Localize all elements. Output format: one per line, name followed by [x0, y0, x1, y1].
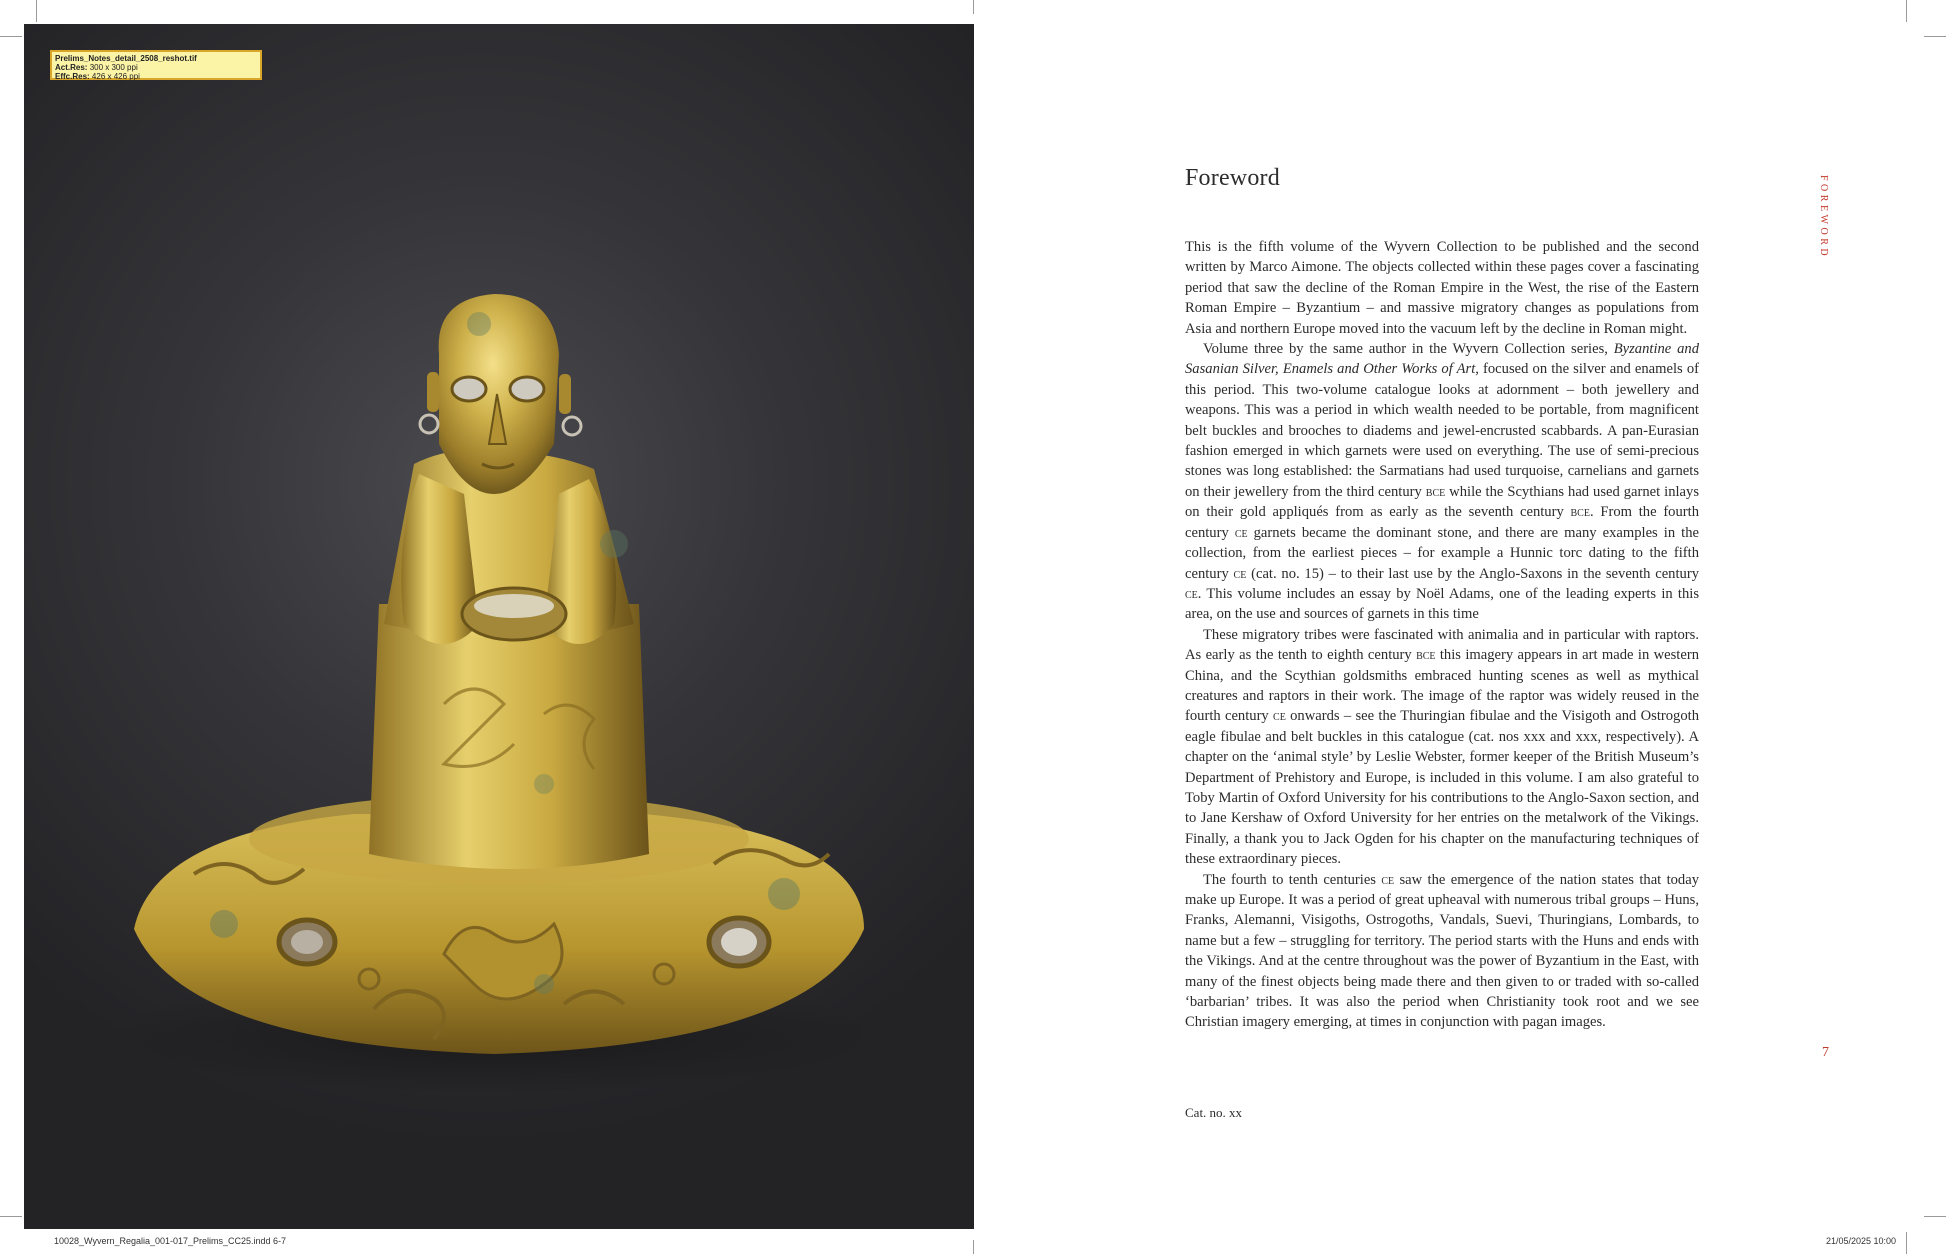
image-caption: Cat. no. xx [1185, 1105, 1243, 1120]
crop-mark [1906, 1232, 1907, 1254]
preflight-effc-res-value: 426 x 426 ppi [91, 72, 140, 81]
crop-mark [1906, 0, 1907, 22]
text-run: , focused on the silver and enamels of this period. This two-volume catalogue looks at adornment – both jewellery and weapons. This was a period in which wealth needed to be portable, from magnificent belt buckles and brooches to diadems and jewel-encrusted scabbards. A pan-Eurasian fashion emerged in which garnets were used on everything. The use of semi-precious stones was long established: the Sarmatians had used turquoise, carnelians and garnets on their jewellery from the third century [1185, 361, 1699, 500]
artifact-photo [24, 24, 974, 1229]
slug-timestamp: 21/05/2025 10:00 [1826, 1236, 1897, 1246]
crop-mark [0, 36, 22, 37]
body-paragraph [1185, 870, 1699, 1033]
crop-mark [973, 0, 974, 14]
text-run: while the Scythians had used garnet inlays on their gold appliqués from as early as the seventh century [1185, 483, 1699, 521]
preflight-act-res [55, 63, 257, 72]
text-run: . This volume includes an essay by Noël Adams, one of the leading experts in this area, on the use and sources of garnets in this time [1185, 585, 1699, 623]
preflight-effc-res-label: Effc.Res: [55, 72, 90, 81]
era-abbrev: bce [1570, 504, 1590, 521]
text-run: this imagery appears in art made in western China, and the Scythian goldsmiths embraced hunting scenes as well as mythical creatures and raptors in their work. The image of the raptor was widely reused in the fourth century [1185, 647, 1699, 725]
text-run: These migratory tribes were fascinated with animalia and in particular with raptors. As early as the tenth to eighth century [1185, 626, 1699, 664]
running-head: FOREWORD [1818, 175, 1829, 260]
text-run: onwards – see the Thuringian fibulae and the Visigoth and Ostrogoth eagle fibulae and belt buckles in this catalogue (cat. nos xxx and xxx, respectively). A chapter on the ‘animal style’ by Leslie Webster, former keeper of the British Museum’s Department of Prehistory and Europe, is included in this volume. I am also grateful to Toby Martin of Oxford University for his contributions to the Anglo-Saxon section, and to Jane Kershaw of Oxford University for her entries on the metalwork of the Vikings. Finally, a thank you to Jack Ogden for his chapter on the manufacturing techniques of these extraordinary pieces. [1185, 708, 1699, 868]
era-abbrev: bce [1416, 647, 1436, 664]
text-run: (cat. no. 15) – to their last use by the Anglo-Saxons in the seventh century [1246, 565, 1699, 582]
page-title: Foreword [1185, 165, 1280, 191]
text-run: saw the emergence of the nation states that today make up Europe. It was a period of great upheaval with numerous tribal groups – Huns, Franks, Alemanni, Visigoths, Ostrogoths, Vandals, Suevi, Thuringians, Lombards, to name but a few – struggling for territory. The period starts with the Huns and ends with the Vikings. And at the centre throughout was the power of Byzantium in the East, with many of the finest objects being made there and then given to or traded with so-called ‘barbarian’ tribes. It was also the period when Christianity took root and we see Christian imagery emerging, at times in conjunction with pagan images. [1185, 871, 1699, 1031]
crop-mark [1924, 1216, 1946, 1217]
text-run: Volume three by the same author in the Wyvern Collection series, [1203, 341, 1614, 358]
preflight-info-box [50, 50, 262, 80]
text-run: . From the fourth century [1185, 504, 1699, 541]
era-abbrev: ce [1233, 565, 1247, 582]
preflight-filename: Prelims_Notes_detail_2508_reshot.tif [55, 54, 197, 63]
slug-filename: 10028_Wyvern_Regalia_001-017_Prelims_CC25.indd 6-7 [54, 1236, 287, 1246]
preflight-act-res-label: Act.Res: [55, 63, 88, 72]
crop-mark [0, 1216, 22, 1217]
crop-mark [1924, 36, 1946, 37]
book-title: Byzantine and Sasanian Silver, Enamels and Other Works of Art [1185, 341, 1699, 378]
era-abbrev: bce [1425, 483, 1446, 500]
era-abbrev: ce [1273, 708, 1286, 725]
text-run: garnets became the dominant stone, and there are many examples in the collection, from the earliest pieces – for example a Hunnic torc dating to the fifth century [1185, 524, 1699, 582]
preflight-effc-res [55, 72, 257, 81]
text-run: The fourth to tenth centuries [1203, 871, 1382, 888]
crop-mark [36, 0, 37, 22]
body-paragraph [1185, 237, 1699, 339]
foreword-body [1185, 237, 1699, 1033]
text-run: This is the fifth volume of the Wyvern Collection to be published and the second written by Marco Aimone. The objects collected within these pages cover a fascinating period that saw the decline of the Roman Empire in the West, the rise of the Eastern Roman Empire – Byzantium – and massive migratory changes as populations from Asia and northern Europe moved into the vacuum left by the decline in Roman might. [1185, 239, 1699, 337]
crop-mark [973, 1240, 974, 1254]
page-number: 7 [1822, 1045, 1829, 1060]
body-paragraph [1185, 339, 1699, 625]
era-abbrev: ce [1381, 871, 1395, 888]
preflight-act-res-value: 300 x 300 ppi [89, 63, 138, 72]
era-abbrev: ce [1234, 524, 1248, 541]
body-paragraph [1185, 625, 1699, 870]
gilt-figure-illustration [24, 24, 974, 1229]
era-abbrev: ce [1185, 585, 1198, 602]
